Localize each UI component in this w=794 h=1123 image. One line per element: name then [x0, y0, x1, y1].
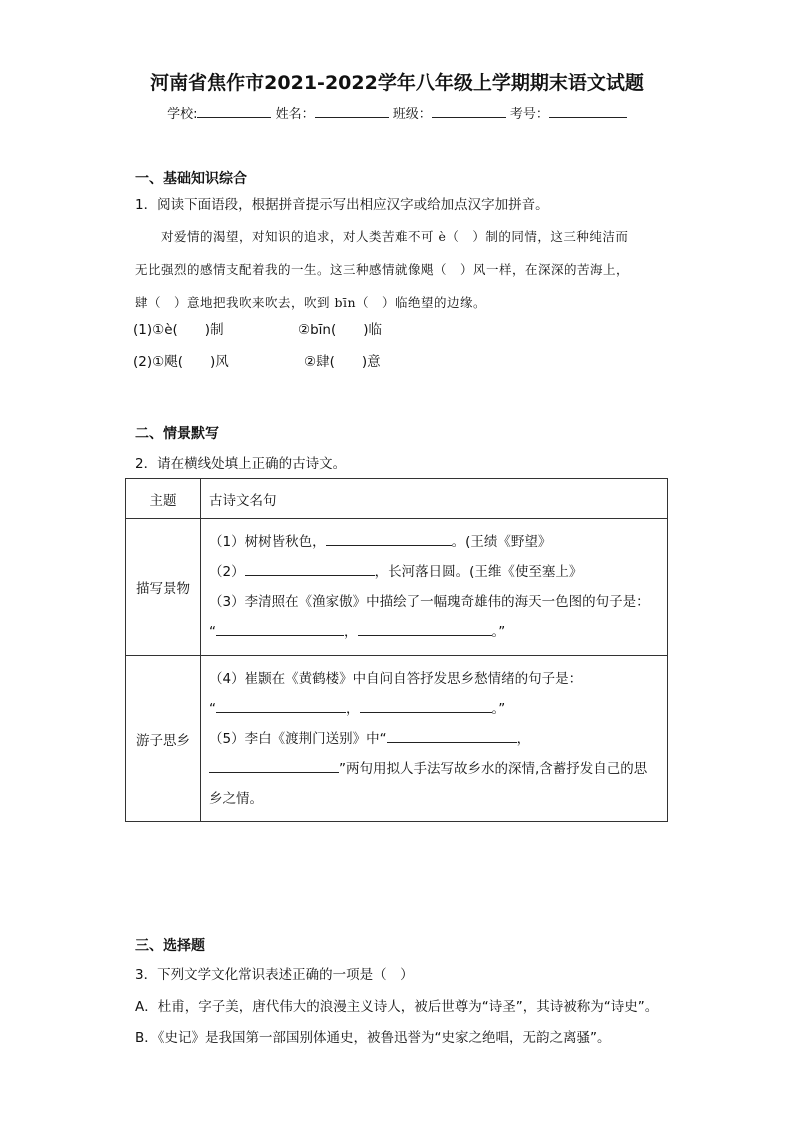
- question-3-prompt: 3．下列文学文化常识表述正确的一项是（ ）: [135, 967, 414, 983]
- school-field[interactable]: [197, 105, 271, 118]
- quote-mark: 。”: [491, 624, 506, 640]
- row-5-cont: [209, 754, 659, 784]
- theme-homesick: 游子思乡: [126, 656, 201, 822]
- homesick-cell: [201, 656, 668, 822]
- row-2: [209, 557, 659, 587]
- row-1: [209, 527, 659, 557]
- row-text: ，: [344, 624, 358, 640]
- answer-item-1b[interactable]: ②bīn( )临: [298, 322, 383, 338]
- row-3: （3）李清照在《渔家傲》中描绘了一幅瑰奇雄伟的海天一色图的句子是：: [209, 594, 650, 610]
- choice-option-b[interactable]: B．《史记》是我国第一部国别体通史，被鲁迅誉为“史家之绝唱，无韵之离骚”。: [135, 1030, 611, 1046]
- row-4: （4）崔颢在《黄鹤楼》中自问自答抒发思乡愁情绪的句子是：: [209, 670, 583, 687]
- class-label: 班级：: [392, 107, 432, 122]
- passage-line: 无比强烈的感情支配着我的一生。这三种感情就像飓（ ）风一样，在深深的苦海上，: [135, 262, 630, 277]
- section-heading-recitation: 二、情景默写: [135, 426, 219, 442]
- answer-item-2a[interactable]: (2)①飓( )风: [133, 354, 229, 370]
- section-heading-choice: 三、选择题: [135, 938, 205, 954]
- row-text: （2）: [209, 564, 245, 580]
- col-header-content: 古诗文名句: [201, 479, 668, 519]
- school-label: 学校:: [167, 107, 198, 122]
- row-text: ，: [346, 700, 360, 717]
- row-text: ，长河落日圆。(王维《使至塞上》: [374, 564, 583, 580]
- answer-blank[interactable]: [326, 531, 452, 546]
- col-header-theme: 主题: [126, 479, 201, 519]
- answer-blank[interactable]: [209, 758, 339, 773]
- exam-no-field[interactable]: [549, 105, 627, 118]
- passage-line: 对爱情的渴望，对知识的追求，对人类苦难不可 è（ ）制的同情，这三种纯洁而: [161, 229, 629, 244]
- row-text: ，: [516, 730, 531, 747]
- answer-blank[interactable]: [216, 621, 344, 636]
- name-field[interactable]: [315, 105, 389, 118]
- row-text: ”两句用拟人手法写故乡水的深情,含蓄抒发自己的思: [339, 760, 648, 777]
- row-4-answers: [209, 694, 659, 724]
- answer-item-2b[interactable]: ②肆( )意: [304, 354, 381, 370]
- choice-option-a[interactable]: A．杜甫，字子美，唐代伟大的浪漫主义诗人，被后世尊为“诗圣”，其诗被称为“诗史”。: [135, 999, 659, 1015]
- theme-scenery: 描写景物: [126, 519, 201, 656]
- answer-blank[interactable]: [216, 698, 346, 713]
- row-5: [209, 724, 659, 754]
- answer-item-1a[interactable]: (1)①è( )制: [133, 322, 224, 338]
- scenery-cell: [201, 519, 668, 656]
- passage-line: 肆（ ）意地把我吹来吹去，吹到 bīn（ ）临绝望的边缘。: [135, 295, 487, 310]
- row-5-end: 乡之情。: [209, 790, 263, 807]
- row-text: （5）李白《渡荆门送别》中“: [209, 730, 387, 747]
- section-heading-basics: 一、基础知识综合: [135, 171, 247, 187]
- name-label: 姓名：: [275, 107, 315, 122]
- exam-title: 河南省焦作市2021-2022学年八年级上学期期末语文试题: [150, 72, 644, 94]
- class-field[interactable]: [432, 105, 506, 118]
- question-1-passage: [135, 220, 675, 319]
- table-row: [126, 656, 668, 822]
- table-header-row: [126, 479, 668, 519]
- answer-blank[interactable]: [387, 728, 517, 743]
- question-1-prompt: 1．阅读下面语段，根据拼音提示写出相应汉字或给加点汉字加拼音。: [135, 197, 549, 213]
- answer-blank[interactable]: [358, 621, 492, 636]
- table-row: [126, 519, 668, 656]
- row-3-answers: [209, 617, 659, 647]
- answer-blank[interactable]: [360, 698, 492, 713]
- exam-no-label: 考号：: [509, 107, 549, 122]
- student-info-row: [0, 103, 794, 122]
- row-text: （1）树树皆秋色，: [209, 534, 326, 550]
- poem-table: [125, 478, 668, 822]
- quote-mark: 。”: [491, 700, 506, 717]
- quote-mark: “: [209, 624, 216, 640]
- row-text: 。(王绩《野望》: [451, 534, 552, 550]
- answer-blank[interactable]: [245, 561, 375, 576]
- quote-mark: “: [209, 700, 216, 717]
- question-2-prompt: 2．请在横线处填上正确的古诗文。: [135, 456, 347, 472]
